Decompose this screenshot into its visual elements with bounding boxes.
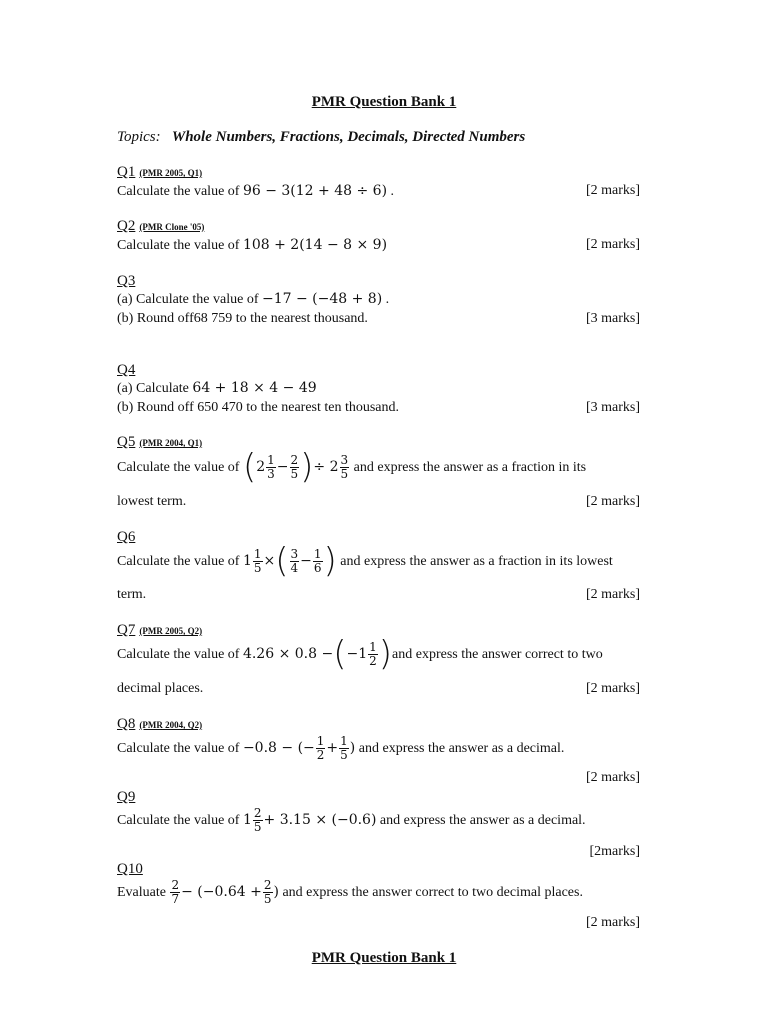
- q3-expression: −17 − (−48 + 8): [261, 291, 383, 307]
- q5-text-line2: lowest term.: [117, 494, 187, 509]
- q7-text-line2: decimal places.: [117, 681, 204, 696]
- q3-part-a: (a) Calculate the value of −17 − (−48 + 8) .: [117, 291, 390, 307]
- topics-line: [117, 129, 525, 146]
- q8-text: Calculate the value of −0.8 − (− $\frac{1}{2}$ + $\frac{1}{5}$ ) and express the answer as a decimal.: [117, 734, 565, 762]
- q5-label: Q5 (PMR 2004, Q1): [117, 434, 203, 450]
- q2-label: Q2 (PMR Clone '05): [117, 218, 205, 234]
- q5-expression: (2 $\frac{1}{3}$ − $\frac{2}{5}$ )÷ 2 $\frac{3}{5}$: [242, 447, 349, 487]
- q9-text: Calculate the value of 1 $\frac{2}{5}$ + 3.15 × (−0.6) and express the answer as a decimal.: [117, 806, 586, 834]
- q6-expression: 1 $\frac{1}{5}$ ×( $\frac{3}{4}$ − $\frac{1}{6}$ ): [242, 541, 337, 581]
- q8-label: Q8 (PMR 2004, Q2): [117, 716, 203, 732]
- q7-marks: [2 marks]: [585, 681, 640, 696]
- q5-text: Calculate the value of (2 $\frac{1}{3}$ − $\frac{2}{5}$ )÷ 2 $\frac{3}{5}$ and express the answer as a fraction in its: [117, 447, 587, 487]
- q7-label: Q7 (PMR 2005, Q2): [117, 622, 203, 638]
- q5-marks: [2 marks]: [585, 494, 640, 509]
- q1-text: Calculate the value of 96 − 3(12 + 48 ÷ 6) .: [117, 183, 395, 199]
- q3-marks: [3 marks]: [585, 311, 640, 326]
- q5-source: (PMR 2004, Q1): [139, 438, 203, 448]
- q10-text: Evaluate $\frac{2}{7}$ − (−0.64 + $\frac{2}{5}$ ) and express the answer correct to two decimal places.: [117, 878, 583, 906]
- q3-label: Q3: [117, 273, 136, 289]
- q4-marks: [3 marks]: [585, 400, 640, 415]
- topics-label: Topics:: [117, 129, 161, 145]
- q10-marks: [2 marks]: [585, 915, 640, 930]
- q8-source: (PMR 2004, Q2): [139, 720, 203, 730]
- q1-label: Q1 (PMR 2005, Q1): [117, 164, 203, 180]
- q4-part-b: (b) Round off 650 470 to the nearest ten thousand.: [117, 400, 400, 415]
- q6-text: Calculate the value of 1 $\frac{1}{5}$ ×( $\frac{3}{4}$ − $\frac{1}{6}$ ) and express the answer as a fraction in its lowest: [117, 541, 613, 581]
- q6-text-line2: term.: [117, 587, 147, 602]
- q9-label: Q9: [117, 789, 136, 805]
- q2-marks: [2 marks]: [585, 237, 640, 252]
- q9-expression: 1 $\frac{2}{5}$ + 3.15 × (−0.6): [242, 806, 377, 834]
- q2-expression: 108 + 2(14 − 8 × 9): [242, 237, 388, 253]
- q6-label: Q6: [117, 529, 136, 545]
- q7-source: (PMR 2005, Q2): [139, 626, 203, 636]
- q3-part-b: (b) Round off68 759 to the nearest thousand.: [117, 311, 368, 326]
- q9-marks: [2marks]: [589, 844, 640, 859]
- q4-expression: 64 + 18 × 4 − 49: [192, 380, 317, 396]
- q7-expression: 4.26 × 0.8 −(−1 $\frac{1}{2}$ ): [242, 634, 393, 674]
- q10-expression: $\frac{2}{7}$ − (−0.64 + $\frac{2}{5}$ ): [171, 878, 279, 906]
- footer-title: PMR Question Bank 1: [311, 950, 457, 966]
- q1-marks: [2 marks]: [585, 183, 640, 198]
- q2-text: Calculate the value of 108 + 2(14 − 8 × 9): [117, 237, 388, 253]
- q10-label: Q10: [117, 861, 143, 877]
- q4-label: Q4: [117, 362, 136, 378]
- q6-marks: [2 marks]: [585, 587, 640, 602]
- q4-part-a: (a) Calculate 64 + 18 × 4 − 49: [117, 380, 317, 396]
- q7-text: Calculate the value of 4.26 × 0.8 −(−1 $\frac{1}{2}$ )and express the answer correct to two: [117, 634, 603, 674]
- topics-list: Whole Numbers, Fractions, Decimals, Directed Numbers: [171, 129, 526, 145]
- q1-source: (PMR 2005, Q1): [139, 168, 203, 178]
- q2-source: (PMR Clone '05): [139, 222, 205, 232]
- q8-marks: [2 marks]: [585, 770, 640, 785]
- q1-expression: 96 − 3(12 + 48 ÷ 6): [242, 183, 388, 199]
- page-title: PMR Question Bank 1: [311, 94, 457, 110]
- q8-expression: −0.8 − (− $\frac{1}{2}$ + $\frac{1}{5}$ ): [242, 734, 356, 762]
